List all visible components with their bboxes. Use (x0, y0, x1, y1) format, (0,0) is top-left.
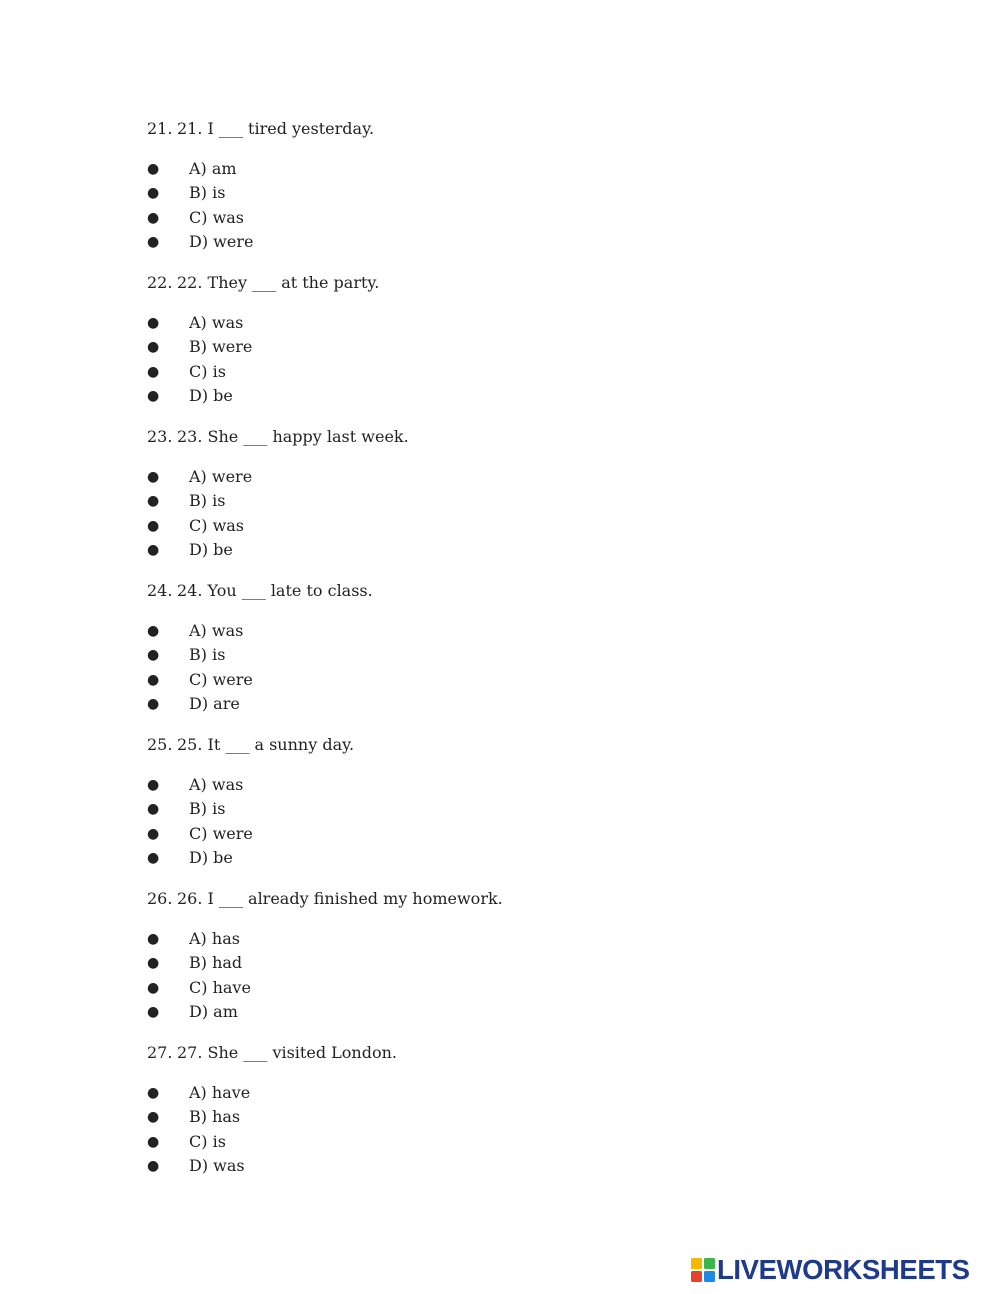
question-block (147, 886, 907, 1040)
bullet-icon: ● (147, 801, 160, 818)
bullet-icon: ● (147, 315, 160, 331)
answer-option-text: B) had (189, 953, 243, 973)
bullet-icon: ● (147, 979, 160, 996)
answer-option-text: D) were (189, 231, 254, 251)
answer-option-text: A) have (189, 1083, 251, 1102)
question-text: 27. She ___ visited London. (177, 1043, 397, 1062)
bullet-icon: ● (147, 161, 160, 177)
bullet-icon: ● (147, 541, 160, 558)
answer-option-text: B) were (189, 337, 253, 357)
answer-option-text: B) is (189, 491, 226, 511)
question-block (147, 116, 907, 270)
question-block (147, 270, 907, 424)
question-text: 21. I ___ tired yesterday. (177, 119, 375, 138)
answer-option-text: D) was (189, 1155, 245, 1175)
question-text: 23. She ___ happy last week. (177, 427, 409, 446)
answer-option-text: A) am (189, 159, 237, 178)
bullet-icon: ● (147, 623, 160, 639)
answer-option-text: C) were (189, 669, 253, 689)
bullet-icon: ● (147, 185, 160, 202)
question-block (147, 732, 907, 886)
answer-option-text: D) am (189, 1001, 238, 1021)
answer-option-text: D) are (189, 693, 240, 713)
question-number: 27. (147, 1043, 173, 1062)
answer-option-text: D) be (189, 847, 233, 867)
answer-option-text: C) was (189, 207, 245, 227)
brand-watermark (691, 1256, 970, 1284)
question-text: 24. You ___ late to class. (177, 581, 373, 600)
bullet-icon: ● (147, 849, 160, 866)
worksheet (147, 116, 907, 1194)
answer-option-text: C) was (189, 515, 245, 535)
bullet-icon: ● (147, 493, 160, 510)
question-text: 26. I ___ already finished my homework. (177, 889, 503, 908)
question-block (147, 578, 907, 732)
answer-option-text: B) is (189, 799, 226, 819)
bullet-icon: ● (147, 777, 160, 793)
question-line (147, 270, 379, 296)
answer-option-text: A) were (189, 467, 253, 486)
bullet-icon: ● (147, 363, 160, 380)
brand-name: LIVEWORKSHEETS (717, 1254, 970, 1285)
bullet-icon: ● (147, 233, 160, 250)
question-number: 25. (147, 735, 173, 754)
question-number: 22. (147, 273, 173, 292)
bullet-icon: ● (147, 517, 160, 534)
liveworksheets-logo-icon (691, 1258, 715, 1282)
question-block (147, 424, 907, 578)
question-line (147, 116, 374, 142)
bullet-icon: ● (147, 387, 160, 404)
bullet-icon: ● (147, 825, 160, 842)
answer-option-text: A) has (189, 929, 240, 948)
bullet-icon: ● (147, 1003, 160, 1020)
answer-option-text: B) has (189, 1107, 241, 1127)
bullet-icon: ● (147, 695, 160, 712)
bullet-icon: ● (147, 209, 160, 226)
question-line (147, 886, 503, 912)
question-text: 25. It ___ a sunny day. (177, 735, 355, 754)
answer-option-text: A) was (189, 775, 244, 794)
question-line (147, 1040, 397, 1066)
question-text: 22. They ___ at the party. (177, 273, 380, 292)
question-number: 24. (147, 581, 173, 600)
answer-option-text: C) have (189, 977, 251, 997)
answer-option-text: D) be (189, 385, 233, 405)
answer-option-text: C) is (189, 361, 226, 381)
question-number: 21. (147, 119, 173, 138)
bullet-icon: ● (147, 647, 160, 664)
question-block (147, 1040, 907, 1194)
answer-option-text: C) were (189, 823, 253, 843)
bullet-icon: ● (147, 931, 160, 947)
bullet-icon: ● (147, 1157, 160, 1174)
bullet-icon: ● (147, 339, 160, 356)
answer-option-text: C) is (189, 1131, 226, 1151)
bullet-icon: ● (147, 469, 160, 485)
bullet-icon: ● (147, 1085, 160, 1101)
answer-option-text: B) is (189, 183, 226, 203)
question-number: 23. (147, 427, 173, 446)
bullet-icon: ● (147, 1133, 160, 1150)
bullet-icon: ● (147, 671, 160, 688)
bullet-icon: ● (147, 1109, 160, 1126)
bullet-icon: ● (147, 955, 160, 972)
answer-option-text: B) is (189, 645, 226, 665)
answer-option-text: A) was (189, 313, 244, 332)
question-line (147, 578, 373, 604)
question-line (147, 732, 354, 758)
answer-option-text: A) was (189, 621, 244, 640)
answer-option-text: D) be (189, 539, 233, 559)
question-line (147, 424, 409, 450)
question-number: 26. (147, 889, 173, 908)
